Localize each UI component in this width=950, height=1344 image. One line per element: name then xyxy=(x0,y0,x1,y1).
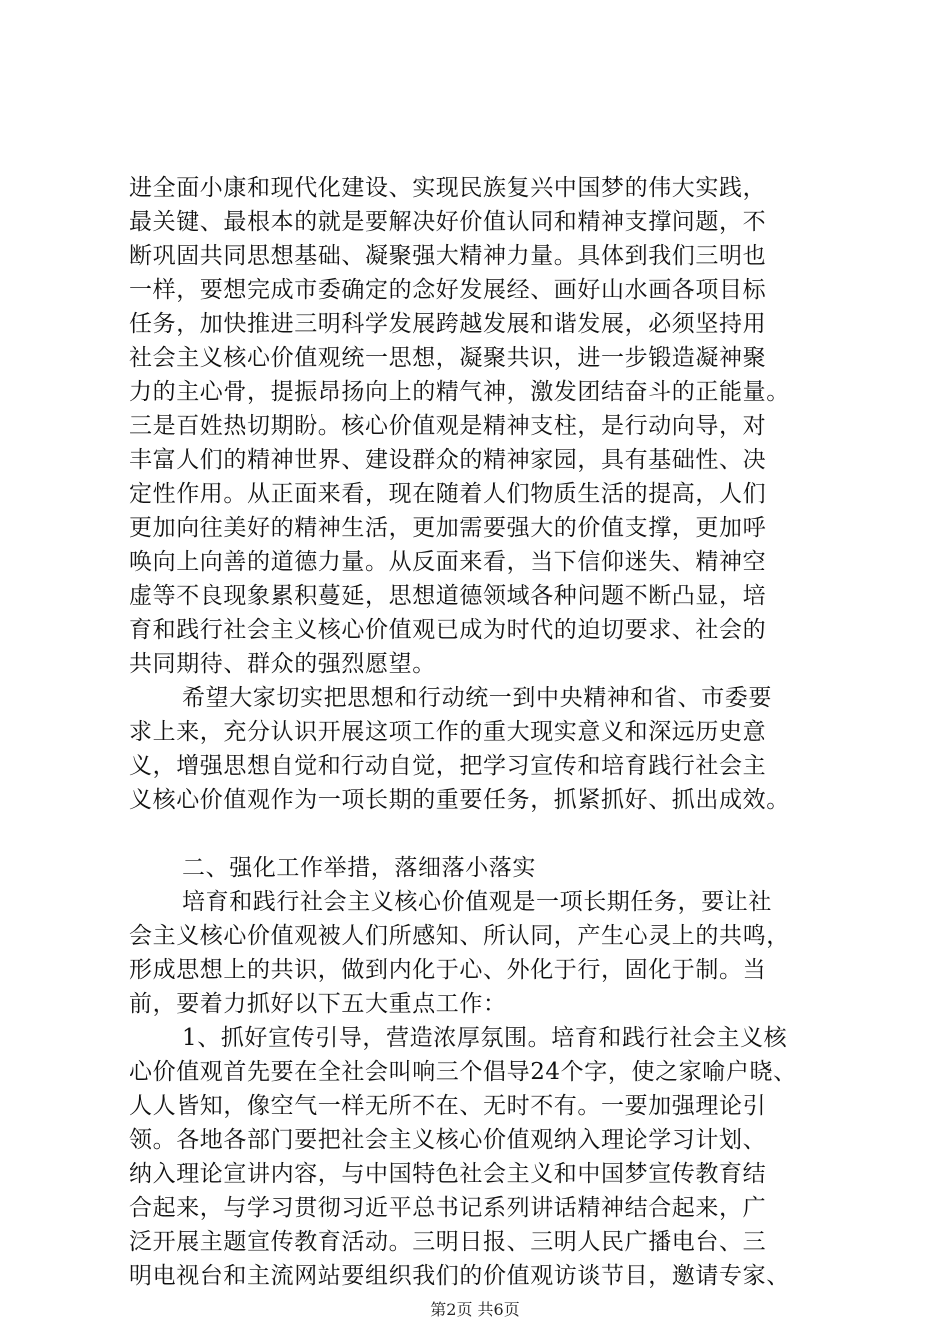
text-line: 最关键、最根本的就是要解决好价值认同和精神支撑问题，不 xyxy=(129,209,767,235)
paragraph-first-line: 培育和践行社会主义核心价值观是一项长期任务，要让社 xyxy=(182,889,772,915)
text-line: 唤向上向善的道德力量。从反面来看，当下信仰迷失、精神空 xyxy=(129,549,767,575)
paragraph-first-line: 希望大家切实把思想和行动统一到中央精神和省、市委要 xyxy=(182,685,772,711)
text-line: 泛开展主题宣传教育活动。三明日报、三明人民广播电台、三 xyxy=(129,1229,767,1255)
page-footer: 第2页 共6页 xyxy=(430,1300,520,1319)
text-line: 进全面小康和现代化建设、实现民族复兴中国梦的伟大实践， xyxy=(129,175,767,201)
text-line: 形成思想上的共识，做到内化于心、外化于行，固化于制。当 xyxy=(129,957,767,983)
text-line: 前，要着力抓好以下五大重点工作： xyxy=(129,991,507,1017)
text-line: 义，增强思想自觉和行动自觉，把学习宣传和培育践行社会主 xyxy=(129,753,767,779)
text-line: 求上来，充分认识开展这项工作的重大现实意义和深远历史意 xyxy=(129,719,767,745)
text-line: 共同期待、群众的强烈愿望。 xyxy=(129,651,436,677)
text-line: 一样，要想完成市委确定的念好发展经、画好山水画各项目标 xyxy=(129,277,767,303)
text-line: 社会主义核心价值观统一思想，凝聚共识，进一步锻造凝神聚 xyxy=(129,345,767,371)
text-line: 义核心价值观作为一项长期的重要任务，抓紧抓好、抓出成效。 xyxy=(129,787,790,813)
text-line: 三是百姓热切期盼。核心价值观是精神支柱，是行动向导，对 xyxy=(129,413,767,439)
text-line: 领。各地各部门要把社会主义核心价值观纳入理论学习计划、 xyxy=(129,1127,767,1153)
text-line: 心价值观首先要在全社会叫响三个倡导24个字，使之家喻户晓、 xyxy=(129,1059,797,1085)
text-line: 更加向往美好的精神生活，更加需要强大的价值支撑，更加呼 xyxy=(129,515,767,541)
text-line: 会主义核心价值观被人们所感知、所认同，产生心灵上的共鸣， xyxy=(129,923,790,949)
text-line: 力的主心骨，提振昂扬向上的精气神，激发团结奋斗的正能量。 xyxy=(129,379,790,405)
text-line: 虚等不良现象累积蔓延，思想道德领域各种问题不断凸显，培 xyxy=(129,583,767,609)
text-line: 断巩固共同思想基础、凝聚强大精神力量。具体到我们三明也 xyxy=(129,243,767,269)
text-line: 丰富人们的精神世界、建设群众的精神家园，具有基础性、决 xyxy=(129,447,767,473)
text-line: 任务，加快推进三明科学发展跨越发展和谐发展，必须坚持用 xyxy=(129,311,767,337)
text-line: 合起来，与学习贯彻习近平总书记系列讲话精神结合起来，广 xyxy=(129,1195,767,1221)
text-line: 人人皆知，像空气一样无所不在、无时不有。一要加强理论引 xyxy=(129,1093,767,1119)
text-line: 明电视台和主流网站要组织我们的价值观访谈节目，邀请专家、 xyxy=(129,1263,790,1289)
paragraph-first-line: 1、抓好宣传引导，营造浓厚氛围。培育和践行社会主义核 xyxy=(182,1025,788,1051)
section-heading: 二、强化工作举措，落细落小落实 xyxy=(182,855,536,881)
text-line: 纳入理论宣讲内容，与中国特色社会主义和中国梦宣传教育结 xyxy=(129,1161,767,1187)
text-line: 育和践行社会主义核心价值观已成为时代的迫切要求、社会的 xyxy=(129,617,767,643)
text-line: 定性作用。从正面来看，现在随着人们物质生活的提高，人们 xyxy=(129,481,767,507)
